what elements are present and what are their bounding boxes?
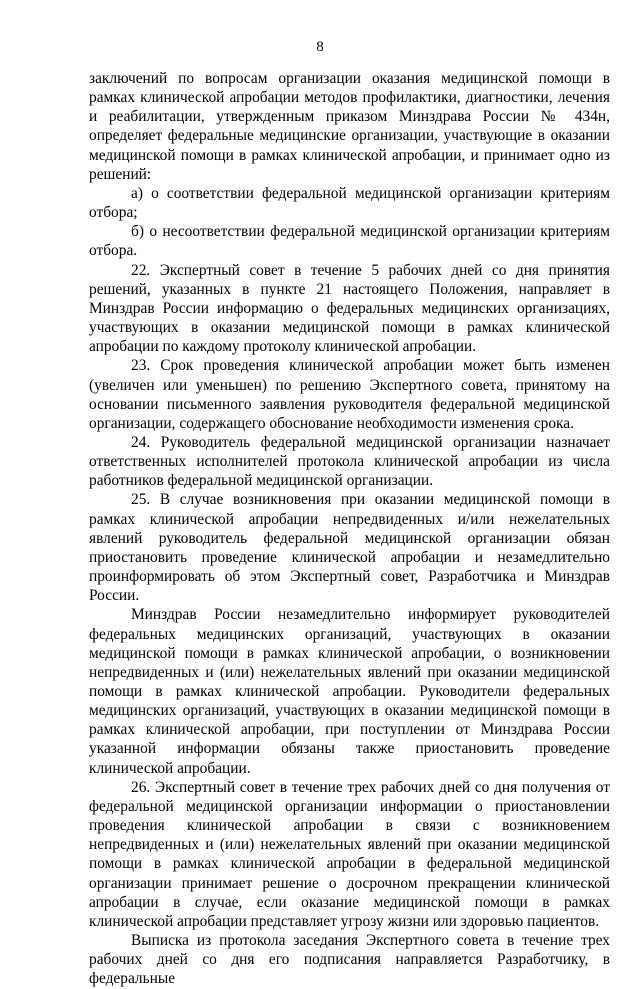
paragraph-26: 26. Экспертный совет в течение трех рабочих дней со дня получения от федеральной медицинской организации информации о приостановлении проведения клинической апробации в связи с возникновением непредвиденных и (или) нежелательных явлений при оказании медицинской помощи в рамках клинической апробации в федеральной медицинской организации принимает решение о досрочном прекращении клинической апробации в случае, если оказание медицинской помощи в рамках клинической апробации представляет угрозу жизни или здоровью пациентов. <box>89 778 610 930</box>
paragraph-continuation: заключений по вопросам организации оказания медицинской помощи в рамках клинической апробации методов профилактики, диагностики, лечения и реабилитации, утвержденным приказом Минздрава России № 434н, определяет федеральные медицинские организации, участвующие в оказании медицинской помощи в рамках клинической апробации, и принимает одно из решений: <box>89 70 610 183</box>
paragraph-26-continued: Выписка из протокола заседания Экспертного совета в течение трех рабочих дней со дня его подписания направляется Разработчику, в федеральные <box>89 932 610 988</box>
subitem-a: а) о соответствии федеральной медицинской организации критериям отбора; <box>89 184 610 222</box>
paragraph-23: 23. Срок проведения клинической апробации может быть изменен (увеличен или уменьшен) по решению Экспертного совета, принятому на основании письменного заявления руководителя федеральной медицинской организации, содержащего обоснование необходимости изменения срока. <box>89 357 610 432</box>
document-body <box>89 69 610 989</box>
subitem-b: б) о несоответствии федеральной медицинской организации критериям отбора. <box>89 223 610 260</box>
paragraph-25: 25. В случае возникновения при оказании медицинской помощи в рамках клинической апробации непредвиденных и/или нежелательных явлений руководитель федеральной медицинской организации обязан приостановить проведение клинической апробации и незамедлительно проинформировать об этом Экспертный совет, Разработчика и Минздрав России. <box>89 491 610 605</box>
paragraph-22: 22. Экспертный совет в течение 5 рабочих дней со дня принятия решений, указанных в пункте 21 настоящего Положения, направляет в Минздрав России информацию о федеральных медицинских организациях, участвующих в оказании медицинской помощи в рамках клинической апробации по каждому протоколу клинической апробации. <box>89 261 610 356</box>
page-number: 8 <box>316 39 324 55</box>
paragraph-25-continued: Минздрав России незамедлительно информирует руководителей федеральных медицинских организаций, участвующих в оказании медицинской помощи в рамках клинической апробации, о возникновении непредвиденных и (или) нежелательных явлений при оказании медицинской помощи в рамках клинической апробации. Руководители федеральных медицинских организаций, участвующих в оказании медицинской помощи в рамках клинической апробации, при поступлении от Минздрава России указанной информации обязаны также приостановить проведение клинической апробации. <box>89 606 610 777</box>
paragraph-24: 24. Руководитель федеральной медицинской организации назначает ответственных исполнителей протокола клинической апробации из числа работников федеральной медицинской организации. <box>89 433 610 490</box>
